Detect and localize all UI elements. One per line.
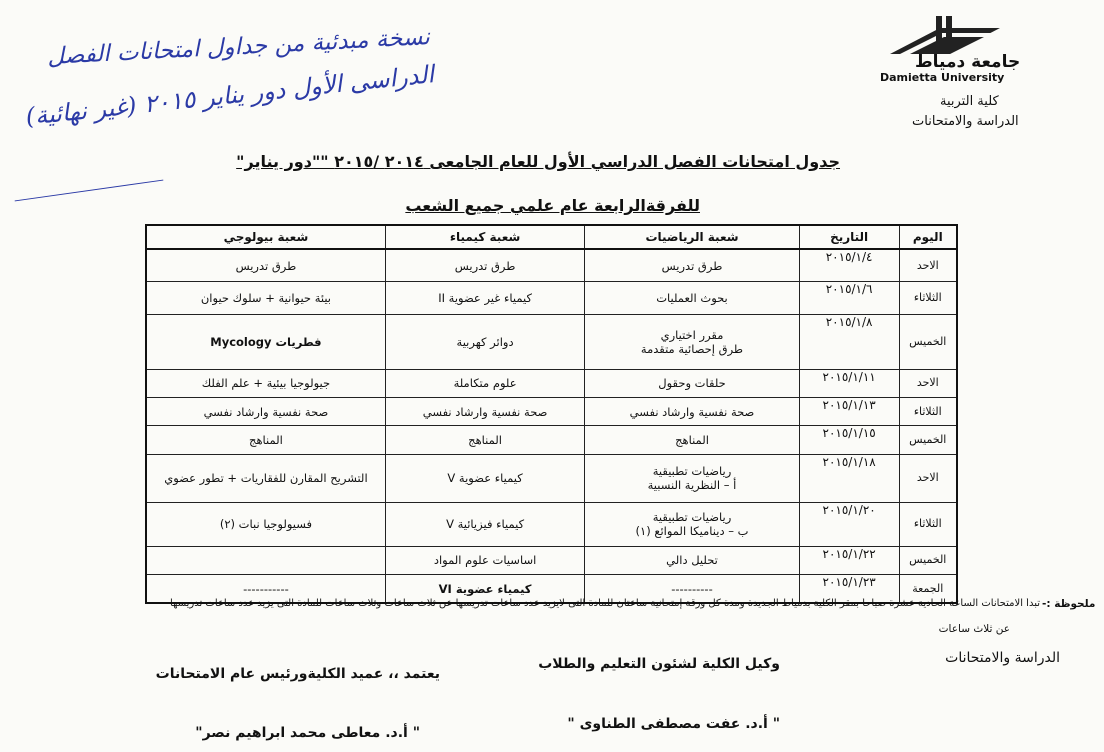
day-cell: الخميس: [899, 546, 957, 574]
date-cell: ٢٠١٥/١/١٥: [799, 426, 899, 454]
day-cell: الخميس: [899, 315, 957, 370]
bio-cell: جيولوجيا بيئية + علم الفلك: [146, 369, 385, 397]
day-cell: الخميس: [899, 426, 957, 454]
vice-dean-title: وكيل الكلية لشئون التعليم والطلاب: [538, 656, 780, 672]
day-cell: الثلاثاء: [899, 282, 957, 315]
date-cell: ٢٠١٥/١/٦: [799, 282, 899, 315]
chem-cell: المناهج: [385, 426, 584, 454]
university-name-ar: جامعة دمياط: [915, 52, 1021, 72]
date-cell: ٢٠١٥/١/٢٠: [799, 502, 899, 546]
col-header-date: التاريخ: [799, 225, 899, 249]
chem-cell: دوائر كهربية: [385, 315, 584, 370]
exam-schedule-table: [145, 224, 958, 604]
handwritten-note-line2: الدراسى الأول دور يناير ٢٠١٥ (غير نهائية): [24, 60, 436, 131]
note-label: ملحوظة :-: [1042, 598, 1096, 610]
bio-cell: فسيولوجيا نبات (٢): [146, 502, 385, 546]
bio-cell: -----------: [146, 575, 385, 603]
bio-cell: المناهج: [146, 426, 385, 454]
chem-cell: كيمياء عضوية V: [385, 454, 584, 502]
chem-cell: علوم متكاملة: [385, 369, 584, 397]
date-cell: ٢٠١٥/١/٢٣: [799, 575, 899, 603]
handwritten-underline: [15, 180, 164, 202]
chem-cell: كيمياء فيزيائية V: [385, 502, 584, 546]
table-row: [146, 454, 957, 502]
date-cell: ٢٠١٥/١/٢٢: [799, 546, 899, 574]
math-cell: رياضيات تطبيقية ب – ديناميكا الموائع (١): [585, 502, 799, 546]
table-row: [146, 249, 957, 282]
note-text: تبدأ الامتحانات الساعة الحادية عشرة صباحاً بمقر الكلية بدمياط الجديدة ومدة كل ورقة إمتحانية ساعتان للمادة التى لايزيد عدد ساعات تدريسها عن ثلاث ساعات وثلاث ساعات للمادة التى يزيد عدد ساعات تدريسها: [170, 598, 1040, 609]
chem-cell: طرق تدريس: [385, 249, 584, 282]
day-cell: الثلاثاء: [899, 502, 957, 546]
date-cell: ٢٠١٥/١/١٣: [799, 398, 899, 426]
table-row: [146, 426, 957, 454]
bio-cell: [146, 546, 385, 574]
col-header-chem: شعبة كيمياء: [385, 225, 584, 249]
table-row: [146, 282, 957, 315]
faculty-name: كلية التربية: [940, 94, 999, 109]
col-header-bio: شعبة بيولوجي: [146, 225, 385, 249]
math-cell: المناهج: [585, 426, 799, 454]
math-cell: صحة نفسية وارشاد نفسي: [585, 398, 799, 426]
day-cell: الاحد: [899, 454, 957, 502]
bio-cell: التشريح المقارن للفقاريات + تطور عضوي: [146, 454, 385, 502]
department-name: الدراسة والامتحانات: [912, 114, 1019, 129]
math-cell: تحليل دالي: [585, 546, 799, 574]
bio-cell: بيئة حيوانية + سلوك حيوان: [146, 282, 385, 315]
math-cell: ----------: [585, 575, 799, 603]
dean-name: " أ.د. معاطى محمد ابراهيم نصر": [195, 725, 420, 741]
page-title: جدول امتحانات الفصل الدراسي الأول للعام الجامعى ٢٠١٤ /٢٠١٥ ""دور يناير": [236, 152, 840, 171]
note-text-continued: عن ثلاث ساعات: [938, 623, 1010, 635]
date-cell: ٢٠١٥/١/١١: [799, 369, 899, 397]
chem-cell: صحة نفسية وارشاد نفسي: [385, 398, 584, 426]
math-cell: رياضيات تطبيقية أ – النظرية النسبية: [585, 454, 799, 502]
bio-cell: صحة نفسية وارشاد نفسي: [146, 398, 385, 426]
table-row: [146, 398, 957, 426]
page-subtitle: للفرقةالرابعة عام علمي جميع الشعب: [405, 196, 700, 215]
math-cell: بحوث العمليات: [585, 282, 799, 315]
dean-title: يعتمد ،، عميد الكليةورئيس عام الامتحانات: [155, 666, 440, 682]
handwritten-note-line1: نسخة مبدئية من جداول امتحانات الفصل: [46, 24, 431, 71]
col-header-day: اليوم: [899, 225, 957, 249]
studies-signature: الدراسة والامتحانات: [945, 650, 1060, 666]
math-cell: حلقات وحقول: [585, 369, 799, 397]
day-cell: الثلاثاء: [899, 398, 957, 426]
day-cell: الاحد: [899, 369, 957, 397]
math-cell: مقرر اختياري طرق إحصائية متقدمة: [585, 315, 799, 370]
chem-cell: كيمياء عضوية VI: [385, 575, 584, 603]
math-cell: طرق تدريس: [585, 249, 799, 282]
table-row: [146, 546, 957, 574]
date-cell: ٢٠١٥/١/١٨: [799, 454, 899, 502]
chem-cell: كيمياء غير عضوية II: [385, 282, 584, 315]
chem-cell: اساسيات علوم المواد: [385, 546, 584, 574]
university-name-en: Damietta University: [880, 71, 1005, 84]
date-cell: ٢٠١٥/١/٤: [799, 249, 899, 282]
table-row: [146, 502, 957, 546]
bio-cell: طرق تدريس: [146, 249, 385, 282]
date-cell: ٢٠١٥/١/٨: [799, 315, 899, 370]
bio-cell: فطريات Mycology: [146, 315, 385, 370]
day-cell: الجمعة: [899, 575, 957, 603]
table-row: [146, 369, 957, 397]
vice-dean-name: " أ.د. عفت مصطفى الطناوى ": [567, 716, 780, 732]
col-header-math: شعبة الرياضيات: [585, 225, 799, 249]
day-cell: الاحد: [899, 249, 957, 282]
table-row: [146, 315, 957, 370]
